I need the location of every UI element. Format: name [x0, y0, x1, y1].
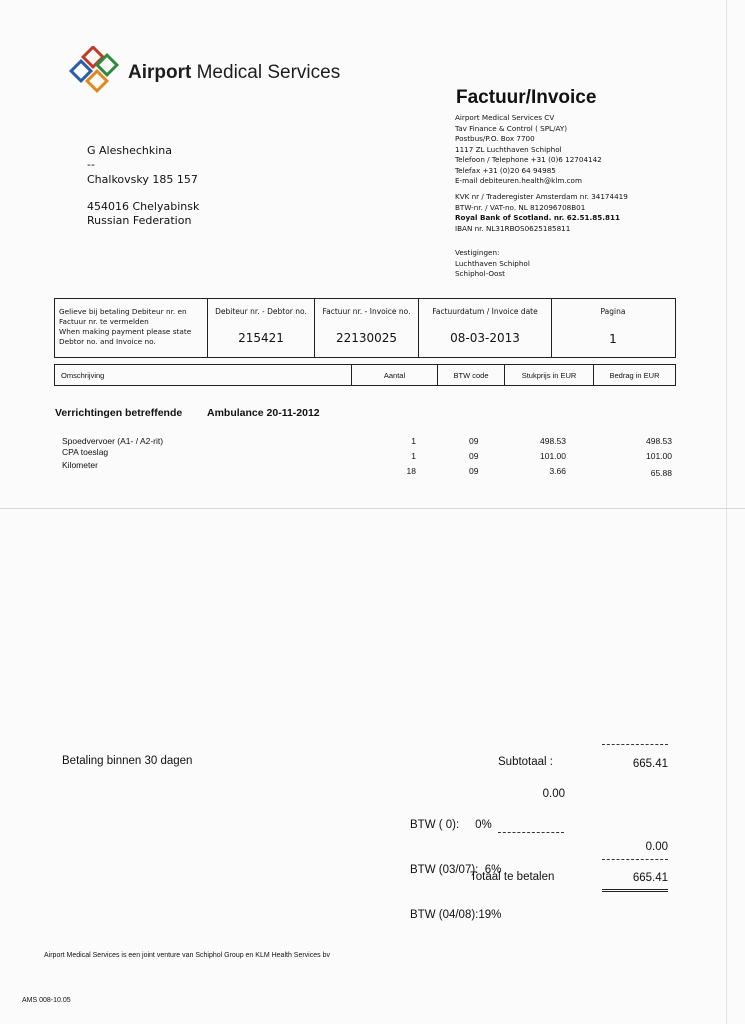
invoice-number-label: Factuur nr. - Invoice no.	[322, 307, 411, 316]
invoice-number: 22130025	[335, 331, 398, 345]
column-description: Omschrijving	[61, 371, 105, 380]
invoice-title: Factuur/Invoice	[456, 87, 597, 108]
payment-reference-note: Gelieve bij betaling Debiteur nr. en Factuur nr. te vermelden When making payment please state Debtor no. and Invoice no.	[59, 307, 192, 346]
column-vat-code: BTW code	[453, 371, 489, 380]
page-label: Pagina	[600, 307, 626, 316]
recipient-city: 454016 Chelyabinsk	[87, 200, 200, 213]
total-label: Totaal te betalen	[470, 871, 555, 883]
subtotal-label: Subtotaal :	[498, 756, 553, 768]
company-logo-icon	[68, 46, 128, 100]
reference-box	[54, 298, 676, 358]
section-label: Verrichtingen betreffende	[55, 407, 183, 419]
debtor-label: Debiteur nr. - Debtor no.	[215, 307, 307, 316]
invoice-date: 08-03-2013	[450, 331, 520, 345]
column-unit-price: Stukprijs in EUR	[521, 371, 577, 380]
list-item: CPA toeslag 1 09 101.00 101.00	[62, 447, 672, 461]
recipient-name: G Aleshechkina	[87, 144, 172, 157]
sender-branches: Vestigingen: Luchthaven Schiphol Schiphol-Oost	[455, 248, 530, 278]
company-name: Airport Medical Services	[128, 62, 341, 83]
subtotal-value: 665.41	[632, 758, 668, 770]
recipient-separator: --	[87, 158, 95, 171]
list-item: Spoedvervoer (A1- / A2-rit) 1 09 498.53 498.53	[62, 436, 672, 446]
vat-breakdown: BTW ( 0): 0% BTW (03/07): 6% BTW (04/08):19%	[410, 819, 502, 921]
recipient-street: Chalkovsky 185 157	[87, 173, 198, 186]
debtor-number: 215421	[238, 331, 284, 345]
column-header-row	[54, 364, 676, 386]
form-code: AMS 008-10.05	[22, 997, 71, 1004]
column-quantity: Aantal	[383, 371, 406, 380]
invoice-date-label: Factuurdatum / Invoice date	[432, 307, 538, 316]
subtotal-rule	[602, 744, 668, 745]
vat-rule	[498, 832, 564, 833]
page-fold-line	[0, 508, 745, 509]
payment-terms: Betaling binnen 30 dagen	[62, 755, 193, 767]
total-double-rule	[602, 889, 668, 892]
sender-registration: KVK nr / Traderegister Amsterdam nr. 34174419 BTW-nr. / VAT-no. NL 812096708B01 Royal Bank of Scotland. nr. 62.51.85.811 IBAN nr. NL31RBOS0625185811	[455, 192, 628, 233]
column-amount: Bedrag in EUR	[609, 371, 660, 380]
recipient-country: Russian Federation	[87, 214, 192, 227]
sender-address: Airport Medical Services CV Tav Finance & Control ( SPL/AY) Postbus/P.O. Box 7700 1117 ZL Luchthaven Schiphol Telefoon / Telephone +31 (0)6 12704142 Telefax +31 (0)20 64 94985 E-mail debiteuren.health@klm.com	[455, 113, 602, 185]
vat-total-value: 0.00	[645, 841, 668, 853]
section-reference: Ambulance 20-11-2012	[207, 407, 320, 419]
total-value: 665.41	[632, 872, 668, 884]
joint-venture-note: Airport Medical Services is een joint venture van Schiphol Group en KLM Health Services bv	[44, 952, 330, 959]
vat-zero-value: 0.00	[542, 788, 565, 800]
page-edge	[726, 0, 727, 1024]
vat-total-rule	[602, 859, 668, 860]
page-number: 1	[609, 332, 617, 346]
list-item: Kilometer 18 09 3.66 65.88	[62, 460, 672, 478]
